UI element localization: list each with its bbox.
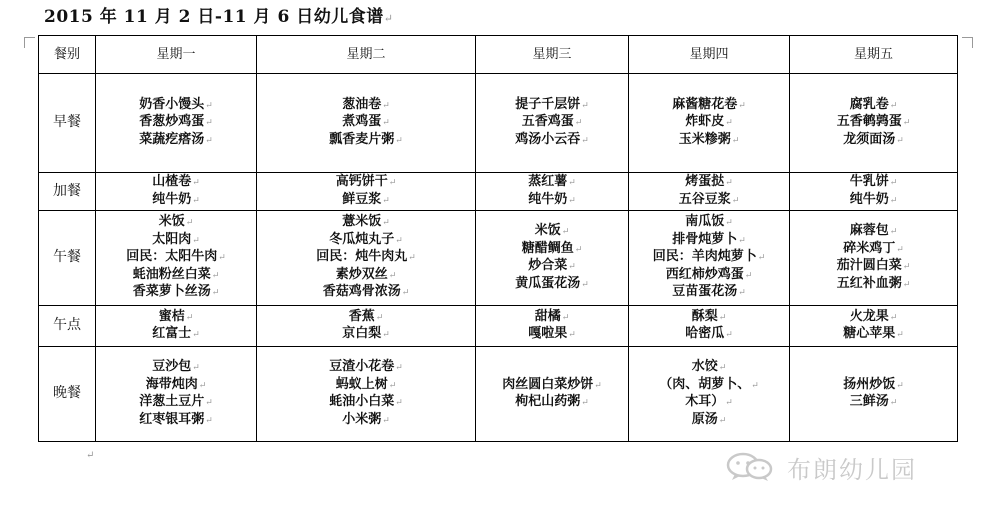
menu-items	[679, 174, 740, 209]
menu-items	[152, 309, 200, 344]
menu-item: 纯牛奶 ↵	[850, 192, 898, 210]
meal-label-text: 加餐	[53, 182, 81, 199]
menu-item: 蚝油粉丝白菜 ↵	[126, 267, 226, 285]
menu-cell	[790, 306, 958, 347]
menu-item: 水饺 ↵	[659, 359, 759, 377]
meal-label	[39, 74, 96, 173]
menu-item: 小米粥 ↵	[329, 412, 403, 430]
margin-corner-mark-left	[24, 37, 35, 48]
menu-items	[659, 359, 759, 429]
menu-cell	[96, 74, 257, 173]
menu-item: 香葱炒鸡蛋 ↵	[139, 114, 213, 132]
menu-item: 香蕉 ↵	[342, 309, 390, 327]
menu-item: 蚝油小白菜 ↵	[329, 394, 403, 412]
menu-item: 瓢香麦片粥 ↵	[329, 132, 403, 150]
afternoon-snack-row	[39, 306, 958, 347]
header-day	[476, 36, 629, 74]
menu-item: 碎米鸡丁 ↵	[837, 241, 911, 259]
menu-item: 素炒双丝 ↵	[316, 267, 416, 285]
menu-cell	[96, 306, 257, 347]
menu-cell	[96, 173, 257, 211]
menu-items	[126, 214, 226, 302]
header-row	[39, 36, 958, 74]
menu-item: 哈密瓜 ↵	[685, 326, 733, 344]
menu-items	[672, 97, 746, 150]
menu-item: 牛乳饼 ↵	[850, 174, 898, 192]
snack-row	[39, 173, 958, 211]
menu-items	[837, 223, 911, 293]
menu-item: 三鲜汤 ↵	[843, 394, 904, 412]
menu-cell	[476, 347, 629, 442]
menu-item: 蒸红薯 ↵	[528, 174, 576, 192]
menu-cell	[629, 173, 790, 211]
header-day	[257, 36, 476, 74]
menu-item: 太阳肉 ↵	[126, 232, 226, 250]
paragraph-mark-icon: ↵	[86, 450, 95, 461]
menu-item: 洋葱土豆片 ↵	[139, 394, 213, 412]
menu-item: 肉丝圆白菜炒饼 ↵	[502, 377, 602, 395]
menu-items	[152, 174, 200, 209]
menu-item: 酥梨 ↵	[685, 309, 733, 327]
menu-item: 高钙饼干 ↵	[336, 174, 397, 192]
menu-items	[316, 214, 416, 302]
menu-items	[528, 174, 576, 209]
menu-items	[515, 97, 589, 150]
menu-items	[139, 97, 213, 150]
menu-item: 豆苗蛋花汤 ↵	[653, 284, 766, 302]
menu-item: 五谷豆浆 ↵	[679, 192, 740, 210]
menu-cell	[257, 74, 476, 173]
menu-table	[38, 35, 958, 442]
menu-cell	[790, 173, 958, 211]
meal-label-text: 早餐	[53, 114, 81, 131]
menu-cell	[629, 347, 790, 442]
meal-label-text: 午点	[53, 317, 81, 334]
menu-item: 腐乳卷 ↵	[837, 97, 911, 115]
header-day	[96, 36, 257, 74]
lunch-row	[39, 211, 958, 306]
menu-items	[685, 309, 733, 344]
menu-items	[139, 359, 213, 429]
menu-cell	[476, 173, 629, 211]
menu-item: 豆渣小花卷 ↵	[329, 359, 403, 377]
menu-item: 黄瓜蛋花汤 ↵	[515, 276, 589, 294]
menu-item: 烤蛋挞 ↵	[679, 174, 740, 192]
menu-cell	[257, 347, 476, 442]
menu-item: 提子千层饼 ↵	[515, 97, 589, 115]
menu-item: 菜蔬疙瘩汤 ↵	[139, 132, 213, 150]
dinner-row	[39, 347, 958, 442]
menu-cell	[790, 347, 958, 442]
menu-item: 火龙果 ↵	[843, 309, 904, 327]
menu-item: 龙须面汤 ↵	[837, 132, 911, 150]
menu-item: 茄汁圆白菜 ↵	[837, 258, 911, 276]
header-day	[629, 36, 790, 74]
day-label: 星期三	[532, 46, 572, 62]
menu-item: 红富士 ↵	[152, 326, 200, 344]
meal-label-text: 晚餐	[53, 385, 81, 402]
menu-item: 五红补血粥 ↵	[837, 276, 911, 294]
menu-item: 海带炖肉 ↵	[139, 377, 213, 395]
page-title	[44, 2, 393, 27]
menu-item: 奶香小馒头 ↵	[139, 97, 213, 115]
menu-item: 南瓜饭 ↵	[653, 214, 766, 232]
margin-corner-mark-right	[962, 37, 973, 48]
menu-item: 玉米糁粥 ↵	[672, 132, 746, 150]
menu-item: 纯牛奶 ↵	[528, 192, 576, 210]
menu-item: 红枣银耳粥 ↵	[139, 412, 213, 430]
menu-item: 炒合菜 ↵	[515, 258, 589, 276]
menu-item: 葱油卷 ↵	[329, 97, 403, 115]
menu-item: 甜橘 ↵	[528, 309, 576, 327]
menu-item: 京白梨 ↵	[342, 326, 390, 344]
menu-items	[329, 97, 403, 150]
menu-item: 回民：太阳牛肉 ↵	[126, 249, 226, 267]
menu-item: 扬州炒饭 ↵	[843, 377, 904, 395]
breakfast-row	[39, 74, 958, 173]
menu-item: 五香鸡蛋 ↵	[515, 114, 589, 132]
menu-item: 煮鸡蛋 ↵	[329, 114, 403, 132]
menu-cell	[629, 211, 790, 306]
menu-cell	[257, 173, 476, 211]
menu-item: 麻蓉包 ↵	[837, 223, 911, 241]
menu-cell	[629, 74, 790, 173]
menu-items	[342, 309, 390, 344]
menu-item: 纯牛奶 ↵	[152, 192, 200, 210]
menu-cell	[476, 211, 629, 306]
menu-items	[336, 174, 397, 209]
menu-items	[843, 377, 904, 412]
meal-label	[39, 211, 96, 306]
menu-item: 木耳） ↵	[659, 394, 759, 412]
menu-cell	[257, 211, 476, 306]
meal-label	[39, 306, 96, 347]
menu-item: 原汤 ↵	[659, 412, 759, 430]
menu-item: 冬瓜炖丸子 ↵	[316, 232, 416, 250]
menu-item: 枸杞山药粥 ↵	[502, 394, 602, 412]
menu-item: 鲜豆浆 ↵	[336, 192, 397, 210]
menu-items	[843, 309, 904, 344]
menu-cell	[790, 211, 958, 306]
menu-cell	[96, 347, 257, 442]
menu-item: 香菜萝卜丝汤 ↵	[126, 284, 226, 302]
paragraph-mark-icon: ↵	[383, 12, 394, 25]
menu-item: 豆沙包 ↵	[139, 359, 213, 377]
menu-item: 排骨炖萝卜 ↵	[653, 232, 766, 250]
menu-item: 山楂卷 ↵	[152, 174, 200, 192]
menu-item: 嘎啦果 ↵	[528, 326, 576, 344]
menu-items	[515, 223, 589, 293]
menu-item: 蜜桔 ↵	[152, 309, 200, 327]
menu-cell	[476, 74, 629, 173]
menu-items	[528, 309, 576, 344]
watermark	[723, 452, 917, 482]
menu-item: （肉、胡萝卜、 ↵	[659, 377, 759, 395]
header-day	[790, 36, 958, 74]
watermark-text: 布朗幼儿园	[787, 455, 917, 484]
menu-item: 香菇鸡骨浓汤 ↵	[316, 284, 416, 302]
menu-item: 米饭 ↵	[126, 214, 226, 232]
header-corner	[39, 36, 96, 74]
menu-item: 米饭 ↵	[515, 223, 589, 241]
menu-item: 糖心苹果 ↵	[843, 326, 904, 344]
title-text: 2015 年 11 月 2 日-11 月 6 日幼儿食谱	[44, 7, 384, 27]
menu-items	[502, 377, 602, 412]
day-label: 星期一	[156, 46, 196, 62]
menu-item: 回民：炖牛肉丸 ↵	[316, 249, 416, 267]
wechat-icon	[723, 452, 779, 482]
menu-cell	[257, 306, 476, 347]
menu-item: 糖醋鲷鱼 ↵	[515, 241, 589, 259]
menu-item: 蚂蚁上树 ↵	[329, 377, 403, 395]
menu-item: 炸虾皮 ↵	[672, 114, 746, 132]
day-label: 星期五	[853, 46, 893, 62]
day-label: 星期四	[689, 46, 729, 62]
menu-item: 麻酱糖花卷 ↵	[672, 97, 746, 115]
menu-cell	[629, 306, 790, 347]
menu-item: 鸡汤小云吞 ↵	[515, 132, 589, 150]
menu-items	[329, 359, 403, 429]
meal-label	[39, 347, 96, 442]
menu-items	[653, 214, 766, 302]
menu-cell	[790, 74, 958, 173]
menu-items	[837, 97, 911, 150]
menu-cell	[96, 211, 257, 306]
corner-label: 餐别	[53, 46, 80, 62]
menu-item: 西红柿炒鸡蛋 ↵	[653, 267, 766, 285]
menu-item: 回民：羊肉炖萝卜 ↵	[653, 249, 766, 267]
menu-item: 五香鹌鹑蛋 ↵	[837, 114, 911, 132]
meal-label	[39, 173, 96, 211]
menu-item: 薏米饭 ↵	[316, 214, 416, 232]
menu-cell	[476, 306, 629, 347]
menu-items	[850, 174, 898, 209]
day-label: 星期二	[346, 46, 386, 62]
meal-label-text: 午餐	[53, 249, 81, 266]
